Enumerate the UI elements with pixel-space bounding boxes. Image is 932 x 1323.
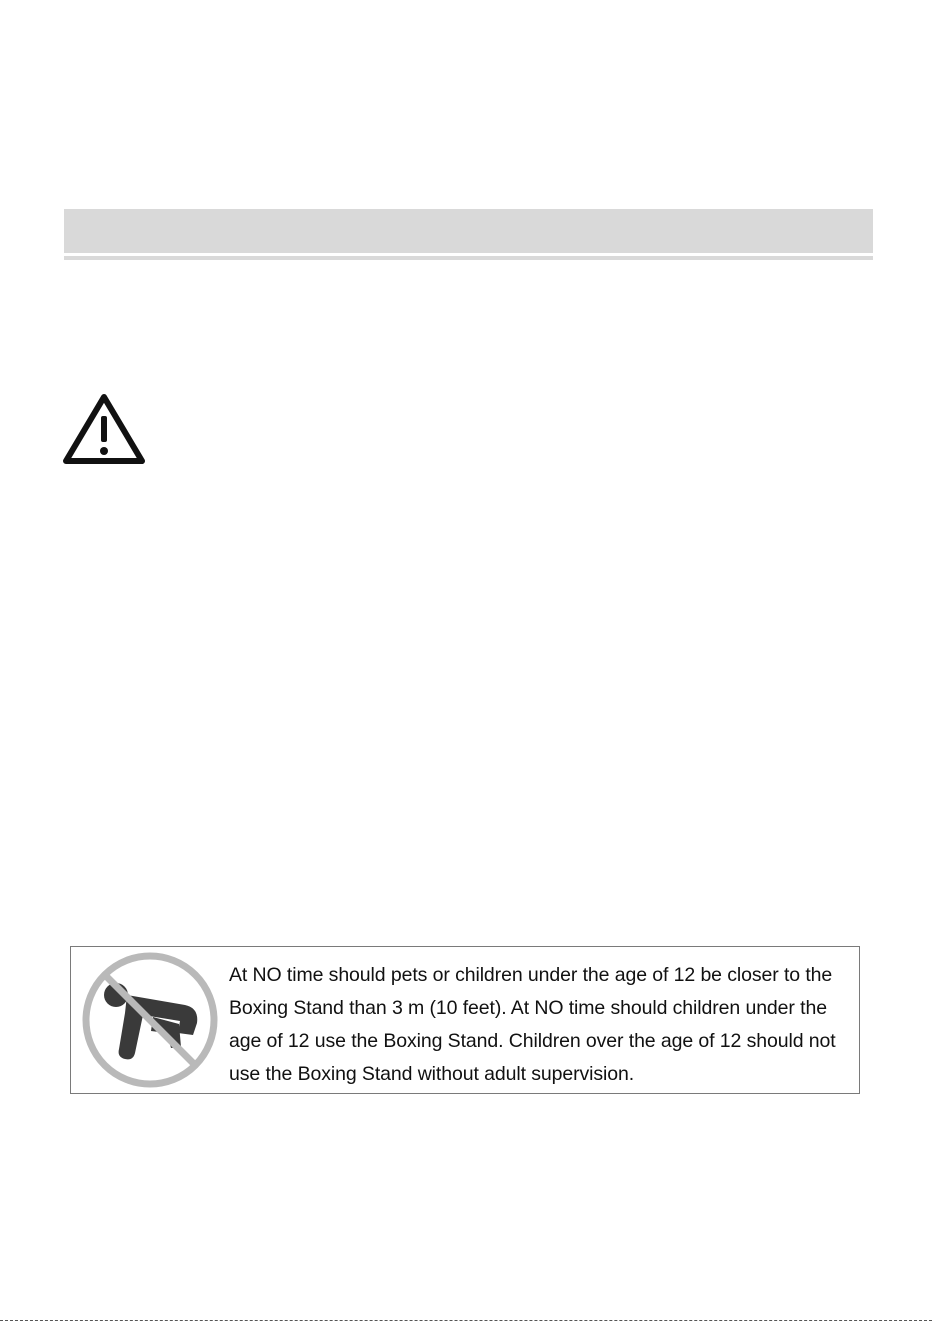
page-bottom-rule (0, 1320, 932, 1321)
child-safety-notice (70, 946, 860, 1094)
no-children-icon (81, 951, 219, 1089)
section-header-bar (64, 209, 873, 253)
warning-triangle-icon (62, 392, 146, 466)
notice-text: At NO time should pets or children under the age of 12 be closer to the Boxing Stand than 3 m (10 feet). At NO time should children under the age of 12 use the Boxing Stand. Children over the age of 12 should not use the Boxing Stand without adult supervision. (229, 964, 836, 1085)
section-header-rule (64, 256, 873, 260)
